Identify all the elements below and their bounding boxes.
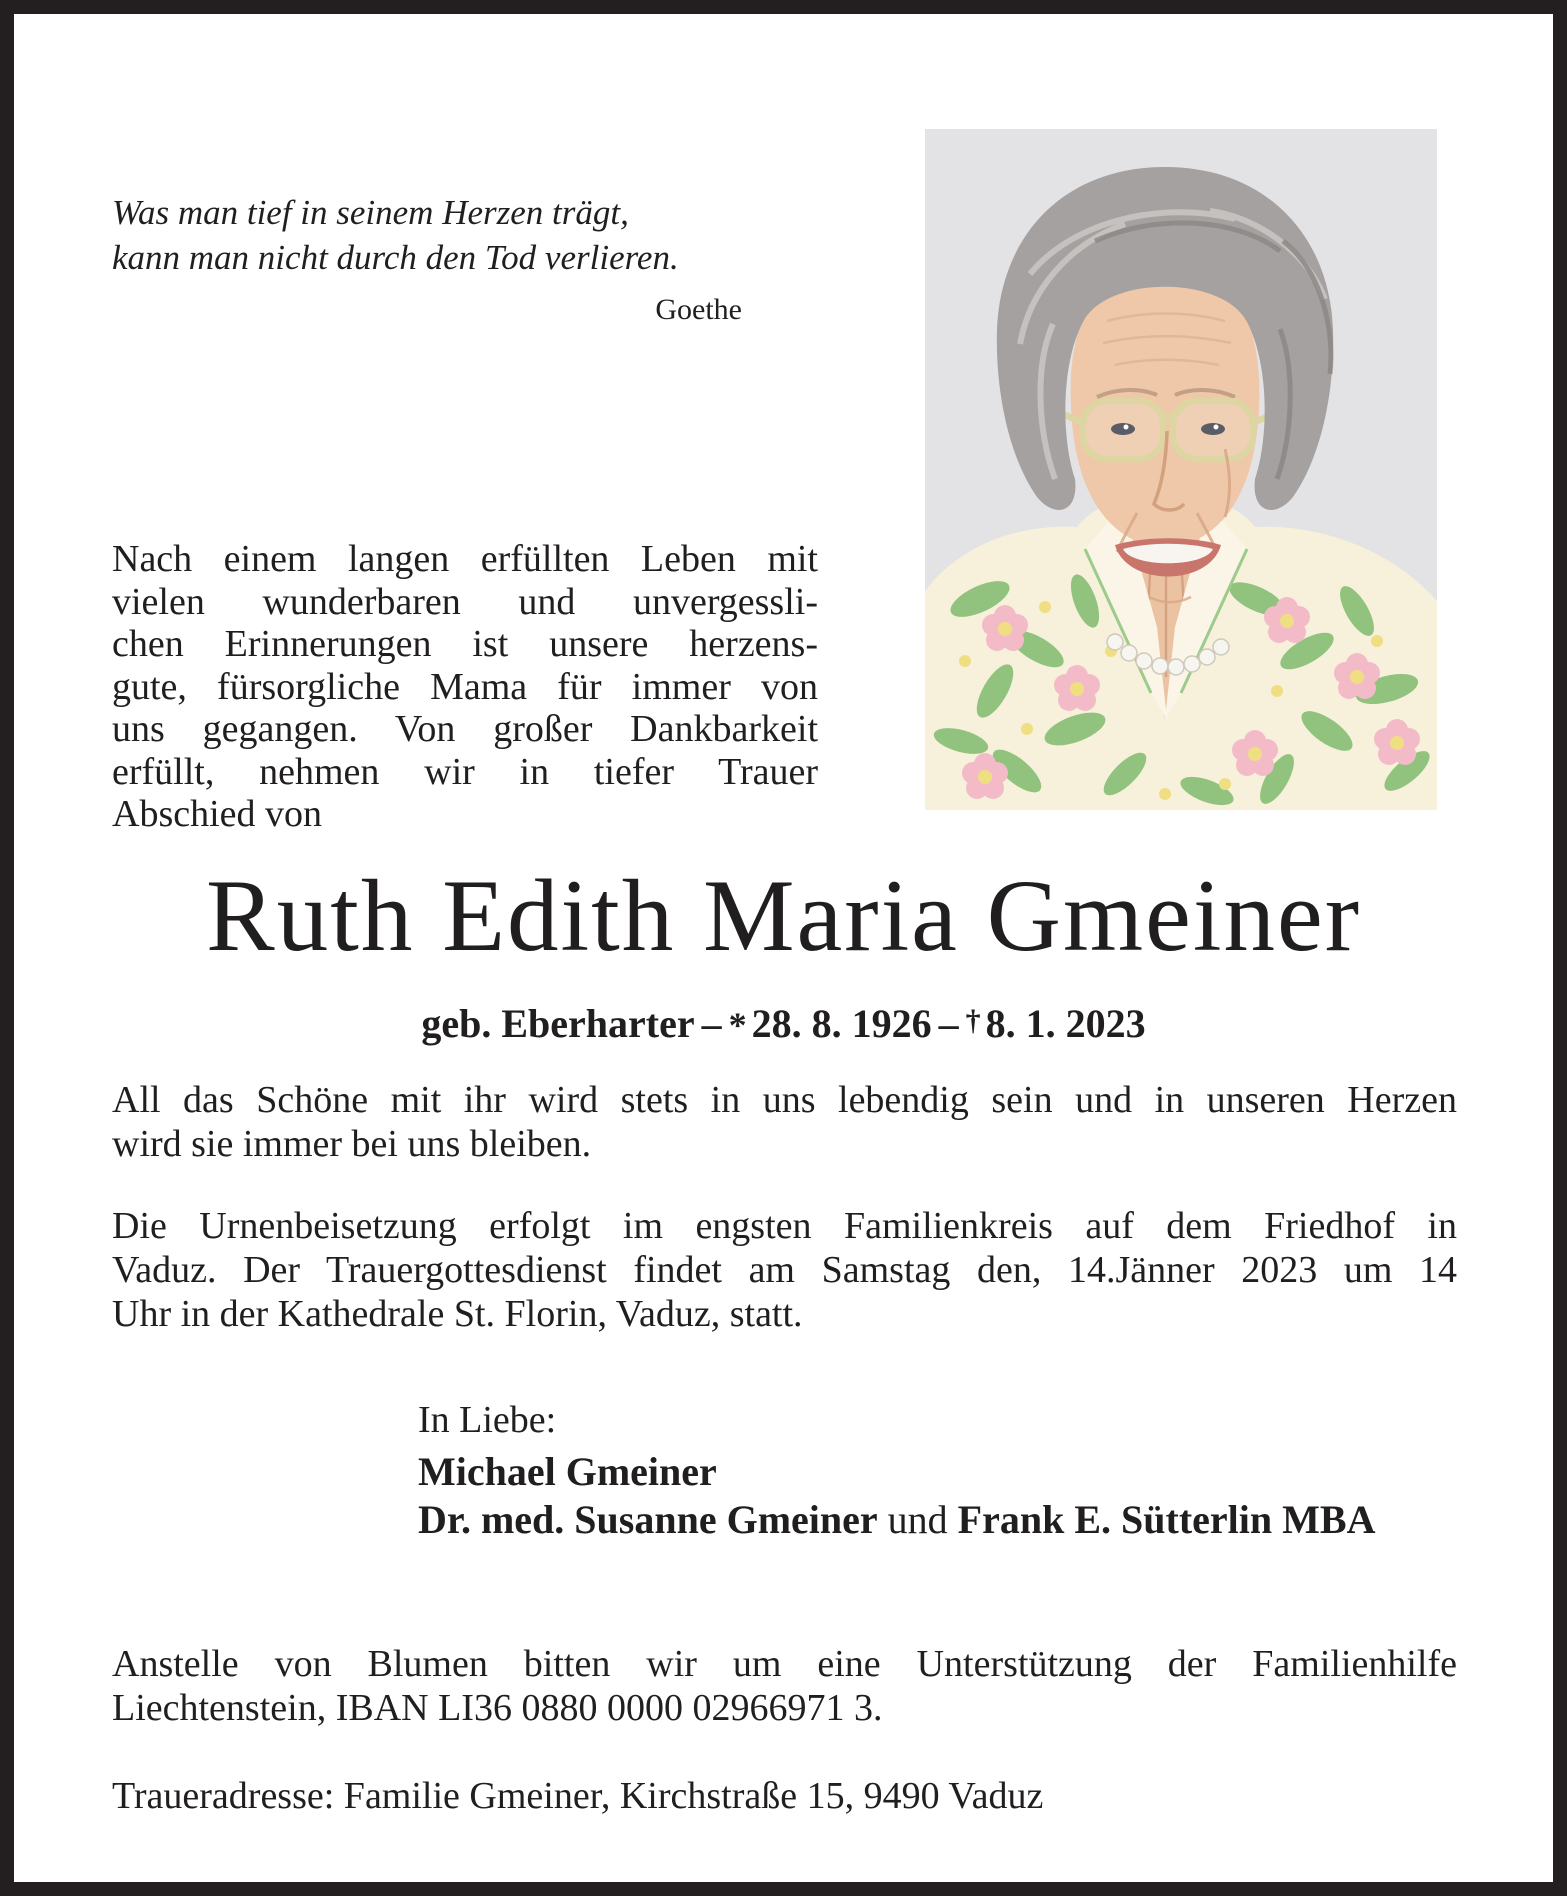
mourner-name: Frank E. Sütterlin MBA	[957, 1497, 1376, 1542]
text-line: Anstelle von Blumen bitten wir um eine Unterstützung der Familienhilfe	[112, 1643, 1457, 1685]
mourner-line	[418, 1496, 1458, 1544]
text-line: gute, fürsorgliche Mama für immer von	[112, 665, 818, 708]
text-line: erfüllt, nehmen wir in tiefer Trauer	[112, 750, 818, 793]
text-line: vielen wunderbaren und unvergessli-	[112, 580, 818, 623]
birth-star-icon: *	[728, 1005, 747, 1045]
mourners-list	[418, 1448, 1458, 1544]
text-line: uns gegangen. Von großer Dankbarkeit	[112, 708, 818, 750]
portrait-illustration	[925, 129, 1437, 810]
mourner-connector: und	[877, 1497, 958, 1542]
vitals-line	[56, 998, 1511, 1048]
quote-attribution: Goethe	[655, 293, 742, 326]
death-dagger-icon: †	[965, 1004, 981, 1037]
death-date: 8. 1. 2023	[985, 1001, 1146, 1046]
text-line: kann man nicht durch den Tod verlieren.	[112, 238, 679, 277]
mourner-name: Michael Gmeiner	[418, 1449, 717, 1494]
text-line: Uhr in der Kathedrale St. Florin, Vaduz, statt.	[112, 1293, 803, 1335]
text-line: Nach einem langen erfüllten Leben mit	[112, 538, 818, 580]
text-line: Was man tief in seinem Herzen trägt,	[112, 193, 629, 232]
text-line: wird sie immer bei uns bleiben.	[112, 1123, 592, 1165]
mourning-address: Traueradresse: Familie Gmeiner, Kirchstraße 15, 9490 Vaduz	[112, 1775, 1044, 1817]
mourner-name: Dr. med. Susanne Gmeiner	[418, 1497, 878, 1542]
maiden-name: geb. Eberharter	[421, 1001, 695, 1046]
text-line: chen Erinnerungen ist unsere herzens-	[112, 623, 818, 665]
text-line: Liechtenstein, IBAN LI36 0880 0000 02966971 3.	[112, 1687, 883, 1729]
farewell-section	[418, 1398, 1458, 1544]
text-line: Abschied von	[112, 793, 323, 835]
birth-date: 28. 8. 1926	[751, 1001, 932, 1046]
portrait-photo	[925, 129, 1437, 810]
vitals-separator: –	[701, 1001, 722, 1046]
intro-paragraph	[112, 538, 818, 836]
text-line: All das Schöne mit ihr wird stets in uns lebendig sein und in unseren Herzen	[112, 1079, 1457, 1121]
service-paragraph	[112, 1204, 1457, 1336]
donation-paragraph	[112, 1642, 1457, 1730]
text-line: Vaduz. Der Trauergottesdienst findet am Samstag den, 14.Jänner 2023 um 14	[112, 1249, 1457, 1291]
deceased-name: Ruth Edith Maria Gmeiner	[206, 859, 1361, 973]
memorial-quote	[112, 190, 772, 280]
farewell-salutation: In Liebe:	[418, 1399, 557, 1441]
tribute-paragraph	[112, 1078, 1457, 1166]
vitals-separator: –	[938, 1001, 959, 1046]
text-line: Die Urnenbeisetzung erfolgt im engsten Familienkreis auf dem Friedhof in	[112, 1205, 1457, 1247]
